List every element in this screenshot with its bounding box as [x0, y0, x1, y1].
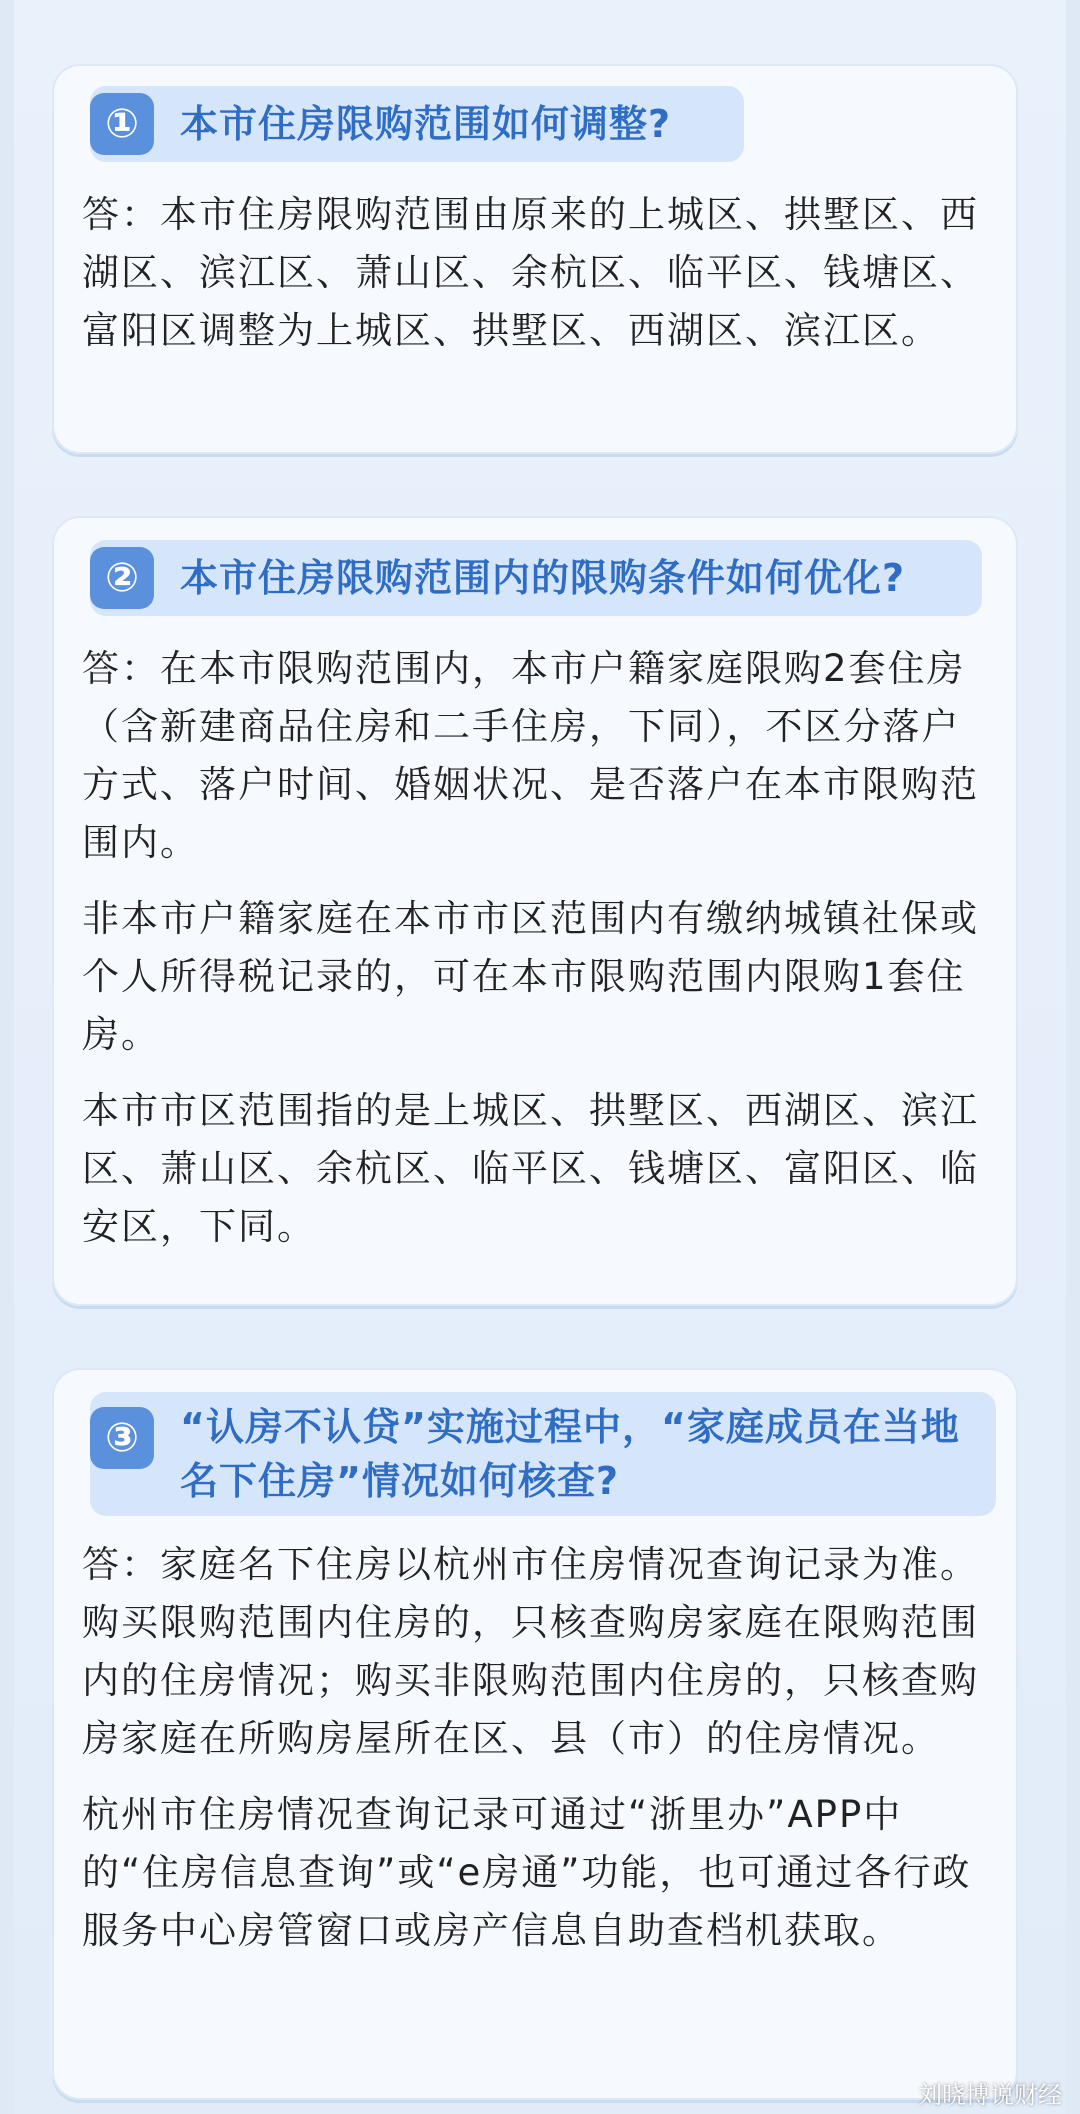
question-number-badge: ① — [90, 93, 154, 155]
qa-card-2 — [52, 516, 1018, 1306]
question-title: 本市住房限购范围内的限购条件如何优化? — [180, 556, 906, 600]
answer-paragraph: 杭州市住房情况查询记录可通过“浙里办”APP中的“住房信息查询”或“e房通”功能，也可通过各行政服务中心房管窗口或房产信息自助查档机获取。 — [82, 1793, 972, 1952]
qa-card-3 — [52, 1368, 1018, 2100]
answer-paragraph: 本市市区范围指的是上城区、拱墅区、西湖区、滨江区、萧山区、余杭区、临平区、钱塘区、富阳区、临安区，下同。 — [82, 1089, 979, 1248]
answer-block-2 — [82, 640, 988, 1274]
answer-block-3 — [82, 1536, 988, 1978]
watermark: 刘晓博说财经 — [918, 2081, 1062, 2109]
answer-paragraph: 答：本市住房限购范围由原来的上城区、拱墅区、西湖区、滨江区、萧山区、余杭区、临平区、钱塘区、富阳区调整为上城区、拱墅区、西湖区、滨江区。 — [82, 193, 979, 352]
question-number-badge: ③ — [90, 1407, 154, 1469]
right-edge — [1066, 0, 1080, 2114]
question-title: “认房不认贷”实施过程中，“家庭成员在当地名下住房”情况如何核查? — [180, 1405, 960, 1503]
answer-block-1 — [82, 186, 988, 378]
question-header-1 — [90, 86, 744, 162]
question-title: 本市住房限购范围如何调整? — [180, 102, 672, 146]
left-edge — [0, 0, 14, 2114]
answer-paragraph: 答：在本市限购范围内，本市户籍家庭限购2套住房（含新建商品住房和二手住房，下同），不区分落户方式、落户时间、婚姻状况、是否落户在本市限购范围内。 — [82, 647, 979, 864]
answer-paragraph: 答：家庭名下住房以杭州市住房情况查询记录为准。购买限购范围内住房的，只核查购房家庭在限购范围内的住房情况；购买非限购范围内住房的，只核查购房家庭在所购房屋所在区、县（市）的住房情况。 — [82, 1543, 979, 1760]
question-header-3 — [90, 1392, 996, 1516]
question-header-2 — [90, 540, 982, 616]
answer-paragraph: 非本市户籍家庭在本市市区范围内有缴纳城镇社保或个人所得税记录的，可在本市限购范围内限购1套住房。 — [82, 897, 979, 1056]
qa-card-1 — [52, 64, 1018, 454]
question-number-badge: ② — [90, 547, 154, 609]
